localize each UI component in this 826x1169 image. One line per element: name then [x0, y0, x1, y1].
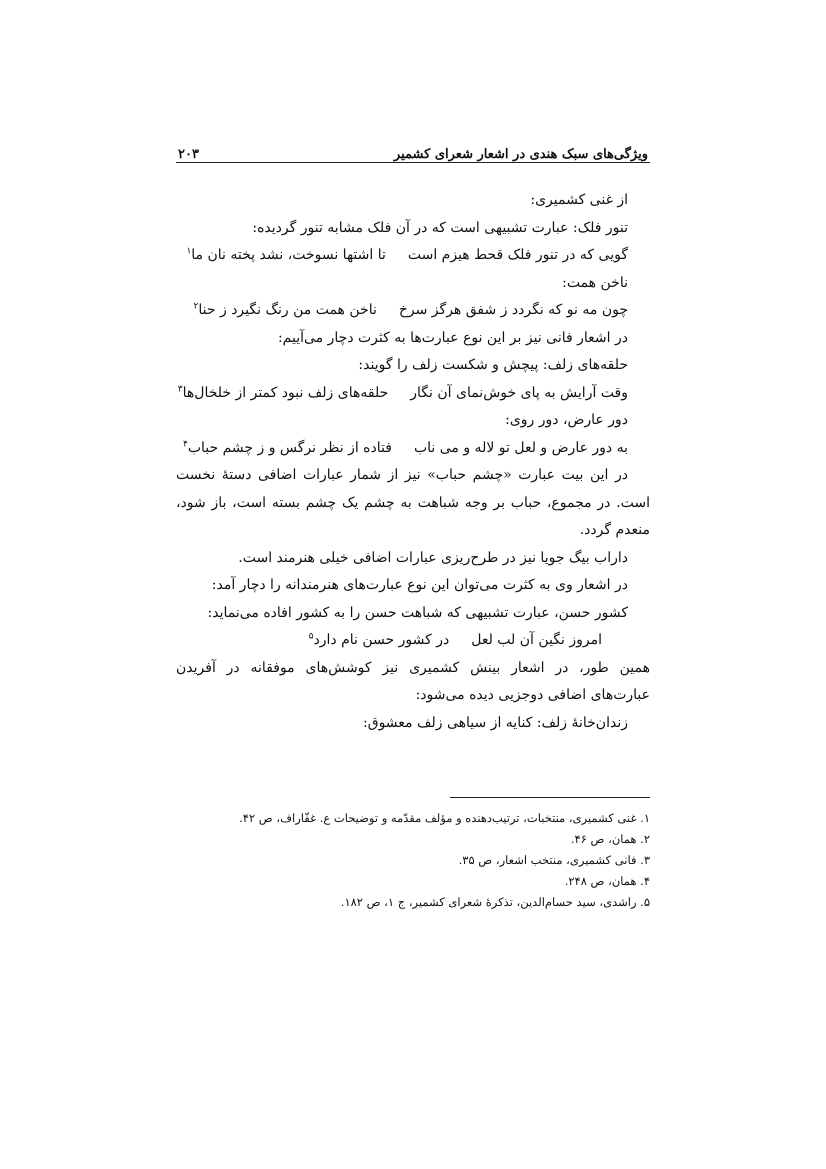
paragraph-chashm-habab: در این بیت عبارت «چشم حباب» نیز از شمار عبارات اضافی دستهٔ نخست است. در مجموع، حباب بر وجه شباهت به چشم یک چشم بسته است، باز شود، منعدم گردد. [176, 467, 650, 538]
verse-hemistich: ناخن همت من رنگ نگیرد ز حنا$^۲$ [193, 301, 377, 318]
verse-hemistich: گویی که در تنور فلک قحط هیزم است [407, 247, 628, 263]
verse-hemistich: فتاده از نظر نرگس و ز چشم حباب$^۴$ [182, 438, 392, 456]
footnote-4: ۴. همان، ص ۲۴۸. [564, 874, 650, 888]
footnote-ref: ۵ [308, 631, 314, 642]
running-title: ویژگی‌های سبک هندی در اشعار شعرای کشمیر [393, 147, 648, 162]
footnote-ref: ۱ [186, 246, 192, 257]
heading-nakhon-hemmat: ناخن همت: [562, 274, 628, 291]
page-number: ۲۰۳ [178, 147, 199, 162]
verse-2 [176, 297, 650, 325]
footnote-3: ۳. فانی کشمیری، منتخب اشعار، ص ۳۵. [458, 853, 650, 867]
verse-hemistich: چون مه نو که نگردد ز شفق هرگز سرخ [398, 302, 628, 318]
definition-keshvar-hosn: کشور حسن، عبارت تشبیهی که شباهت حسن را به کشور افاده می‌نماید: [207, 604, 628, 621]
verse-hemistich: تا اشتها نسوخت، نشد پخته نان ما$^۱$ [186, 246, 386, 263]
footnote-ref: ۲ [193, 301, 199, 312]
paragraph-binesh: همین طور، در اشعار بینش کشمیری نیز کوشش‌های موفقانه در آفریدن عبارت‌های اضافی دوجزیی دیده می‌شود: [176, 659, 650, 703]
verse-hemistich: وقت آرایش به پای خوش‌نمای آن نگار [410, 384, 628, 401]
definition-tanur-falak: تنور فلک: عبارت تشبیهی است که در آن فلک مشابه تنور گردیده: [252, 219, 628, 236]
verse-hemistich: امروز نگین آن لب لعل [471, 632, 602, 648]
verse-1 [176, 242, 650, 270]
heading-dour-arez: دور عارض، دور روی: [505, 412, 628, 428]
definition-halqe-zolf: حلقه‌های زلف: پیچش و شکست زلف را گویند: [358, 357, 628, 373]
footnote-separator [450, 797, 650, 798]
footnote-1: ۱. غنی کشمیری، منتخبات، ترتیب‌دهنده و مؤلف مقدّمه و توضیحات ع. غفّاراف، ص ۴۲. [239, 811, 650, 825]
footnote-ref: ۳ [177, 383, 183, 394]
book-page [176, 136, 650, 913]
intro-ghani: از غنی کشمیری: [530, 192, 628, 208]
jooya-phrases: در اشعار وی به کثرت می‌توان این نوع عبارت‌های هنرمندانه را دچار آمد: [211, 577, 628, 593]
running-header [176, 136, 650, 163]
intro-jooya: داراب بیگ جویا نیز در طرح‌ریزی عبارات اضافی خیلی هنرمند است. [238, 549, 628, 566]
page-body [176, 187, 650, 737]
footnotes [176, 808, 650, 913]
verse-4 [176, 435, 650, 463]
verse-5 [176, 627, 650, 655]
intro-fani: در اشعار فانی نیز بر این نوع عبارت‌ها به کثرت دچار می‌آییم: [277, 329, 628, 346]
verse-hemistich: در کشور حسن نام دارد$^۵$ [308, 631, 450, 648]
footnote-5: ۵. راشدی، سید حسام‌الدین، تذکرهٔ شعرای کشمیر، ج ۱، ص ۱۸۲. [340, 895, 650, 909]
footnote-ref: ۴ [182, 438, 188, 449]
verse-hemistich: به دور عارض و لعل تو لاله و می ناب [413, 439, 628, 456]
verse-3 [176, 380, 650, 408]
verse-hemistich: حلقه‌های زلف نبود کمتر از خلخال‌ها$^۳$ [177, 383, 389, 401]
footnote-2: ۲. همان، ص ۴۶. [570, 832, 650, 846]
definition-zendan-khane: زندان‌خانهٔ زلف: کنایه از سیاهی زلف معشوق: [363, 714, 628, 731]
